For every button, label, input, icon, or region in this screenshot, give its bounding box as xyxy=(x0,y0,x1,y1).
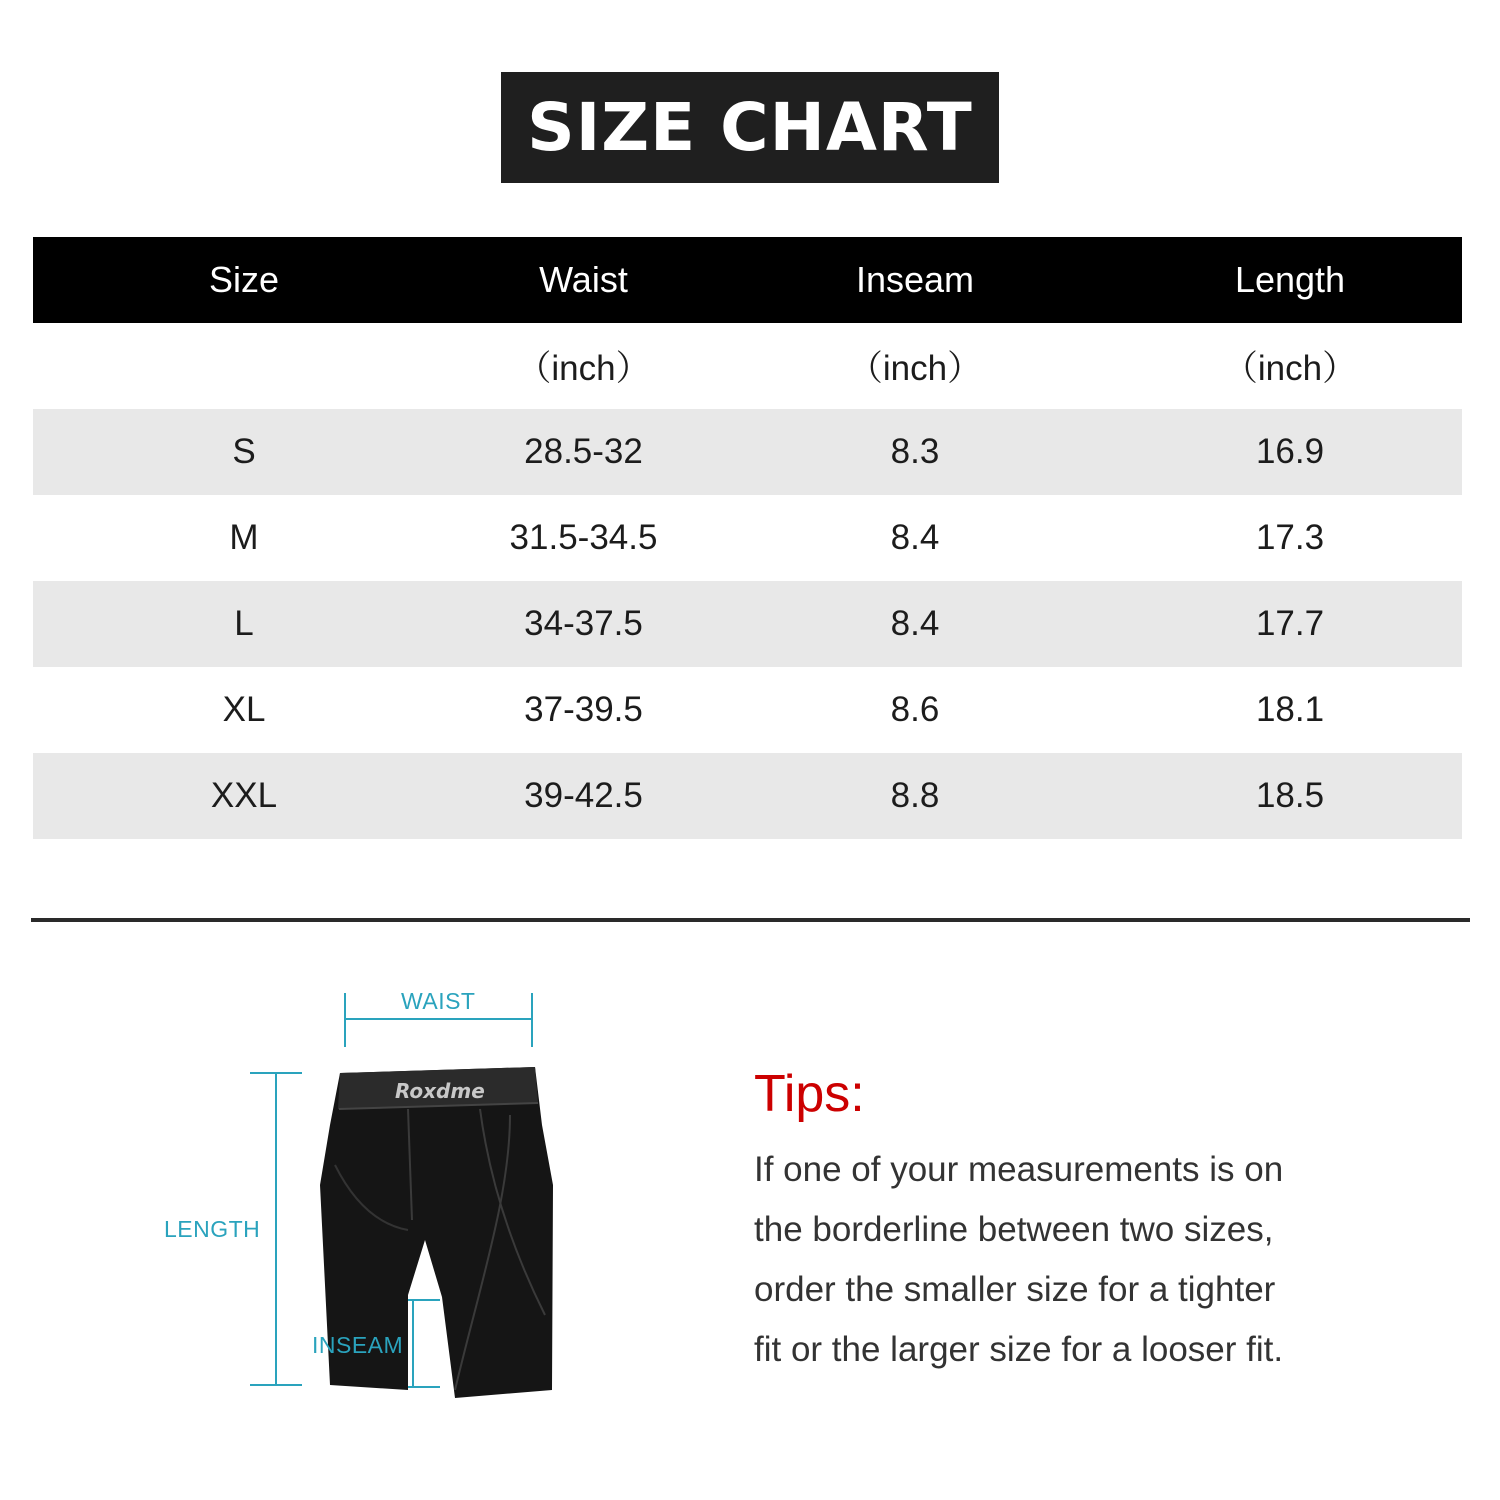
tips-line: If one of your measurements is on xyxy=(754,1150,1284,1189)
page-title: SIZE CHART xyxy=(501,72,999,183)
size-cell: L xyxy=(234,604,254,643)
header-inseam: Inseam xyxy=(855,259,975,300)
section-divider xyxy=(31,918,1470,922)
header-length: Length xyxy=(1234,259,1346,300)
inseam-cell: 8.8 xyxy=(890,776,940,815)
unit-inseam: （inch） xyxy=(847,349,983,388)
tips-text xyxy=(754,1140,1394,1380)
size-cell: M xyxy=(229,518,259,557)
waist-cell: 34-37.5 xyxy=(524,604,643,643)
inseam-label: INSEAM xyxy=(312,1332,404,1358)
table-row xyxy=(33,753,1462,839)
waist-label: WAIST xyxy=(401,988,476,1014)
table-row xyxy=(33,581,1462,667)
measurement-figure xyxy=(150,985,600,1415)
table-row xyxy=(33,409,1462,495)
unit-waist: （inch） xyxy=(516,349,651,388)
table-row xyxy=(33,667,1462,753)
unit-length: （inch） xyxy=(1222,349,1358,388)
tips-line: fit or the larger size for a looser fit. xyxy=(754,1330,1284,1369)
length-label: LENGTH xyxy=(164,1216,261,1242)
inseam-cell: 8.4 xyxy=(890,518,940,557)
size-table xyxy=(33,237,1462,839)
tips-line: the borderline between two sizes, xyxy=(754,1210,1274,1249)
waist-cell: 28.5-32 xyxy=(524,432,643,471)
waist-cell: 31.5-34.5 xyxy=(509,518,658,557)
length-cell: 18.1 xyxy=(1255,690,1325,729)
tips-line: order the smaller size for a tighter xyxy=(754,1270,1276,1309)
table-header-row xyxy=(33,237,1462,323)
inseam-cell: 8.4 xyxy=(890,604,940,643)
length-cell: 16.9 xyxy=(1255,432,1325,471)
size-cell: S xyxy=(232,432,256,471)
inseam-cell: 8.6 xyxy=(890,690,940,729)
table-row xyxy=(33,495,1462,581)
inseam-cell: 8.3 xyxy=(890,432,940,471)
size-cell: XXL xyxy=(210,776,278,815)
header-size: Size xyxy=(208,259,280,300)
table-units-row xyxy=(33,323,1462,409)
brand-label: Roxdme xyxy=(395,1079,485,1103)
length-cell: 17.7 xyxy=(1255,604,1325,643)
header-waist: Waist xyxy=(539,259,628,300)
size-cell: XL xyxy=(222,690,266,729)
waist-cell: 39-42.5 xyxy=(524,776,643,815)
length-cell: 18.5 xyxy=(1255,776,1325,815)
waist-cell: 37-39.5 xyxy=(524,690,643,729)
length-cell: 17.3 xyxy=(1255,518,1325,557)
tips-title: Tips: xyxy=(754,1065,865,1123)
